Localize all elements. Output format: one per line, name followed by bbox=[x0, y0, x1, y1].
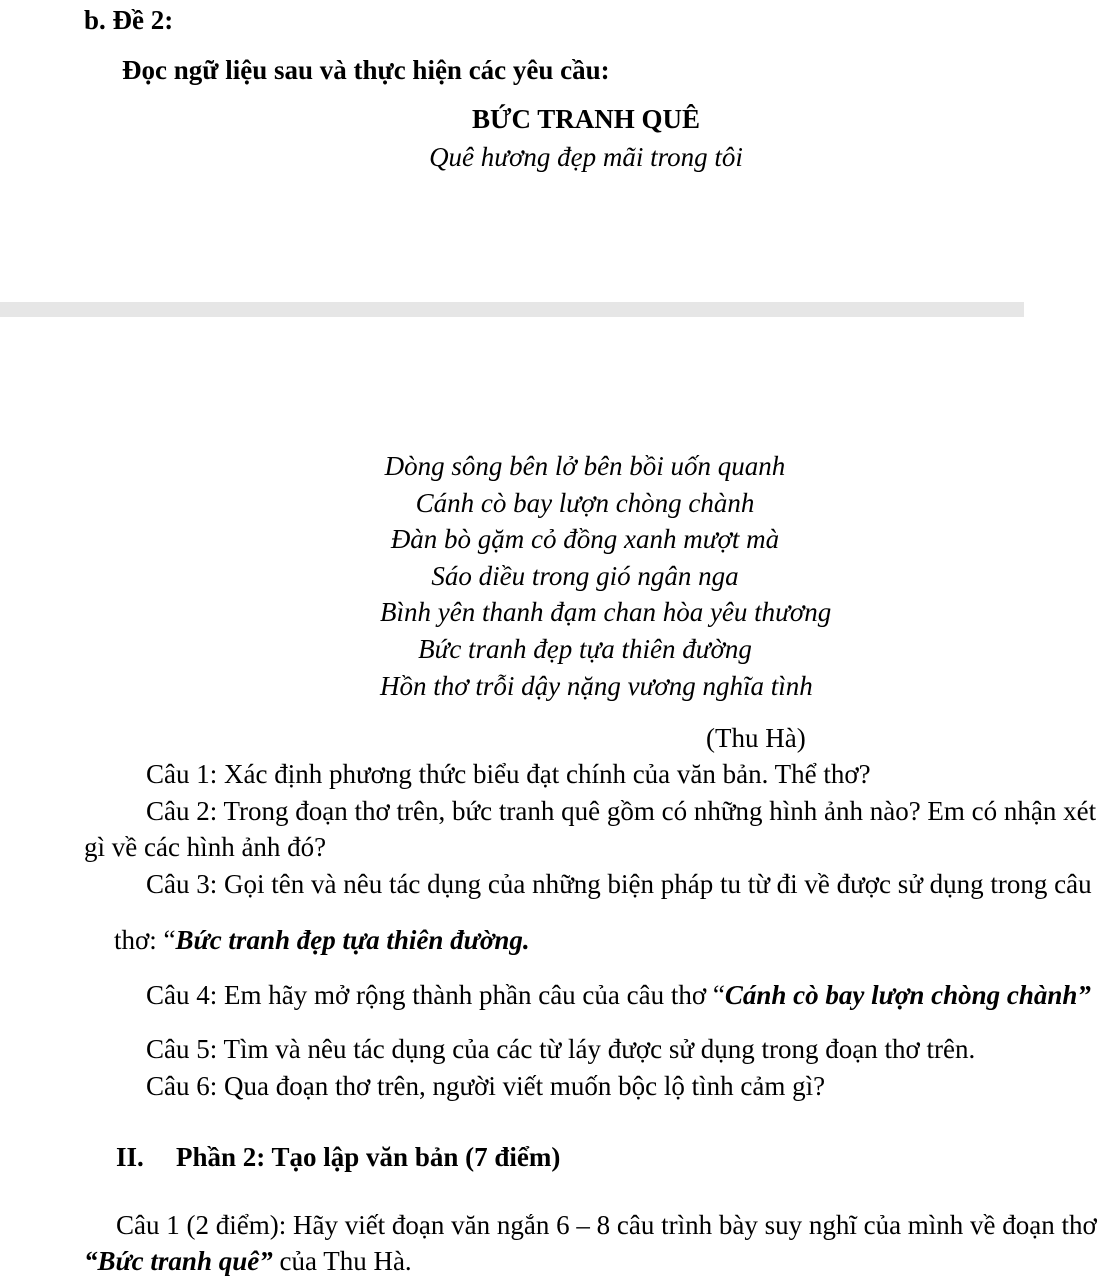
question-5: Câu 5: Tìm và nêu tác dụng của các từ láy được sử dụng trong đoạn thơ trên. bbox=[146, 1034, 976, 1064]
question-3-quote: Bức tranh đẹp tựa thiên đường. bbox=[175, 925, 530, 955]
part-2-quote: “Bức tranh quê” bbox=[84, 1246, 273, 1276]
question-4-prefix: Câu 4: Em hãy mở rộng thành phần câu của câu thơ “ bbox=[146, 980, 725, 1010]
part-2-question-1-line-2 bbox=[84, 1245, 412, 1277]
question-4 bbox=[146, 979, 1091, 1011]
section-label: b. Đề 2: bbox=[84, 5, 174, 35]
question-4-quote: Cánh cò bay lượn chòng chành” bbox=[724, 980, 1091, 1010]
question-6: Câu 6: Qua đoạn thơ trên, người viết muốn bộc lộ tình cảm gì? bbox=[146, 1071, 826, 1101]
part-2-heading: Phần 2: Tạo lập văn bản (7 điểm) bbox=[176, 1142, 561, 1172]
poem-line-6: Bức tranh đẹp tựa thiên đường bbox=[418, 634, 752, 664]
question-2-line-2: gì về các hình ảnh đó? bbox=[84, 832, 327, 862]
poem-author: (Thu Hà) bbox=[706, 723, 806, 753]
question-1: Câu 1: Xác định phương thức biểu đạt chính của văn bản. Thể thơ? bbox=[146, 759, 871, 789]
question-3-line-1: Câu 3: Gọi tên và nêu tác dụng của những biện pháp tu từ đi về được sử dụng trong câu bbox=[146, 869, 1092, 899]
poem-line-7: Hồn thơ trỗi dậy nặng vương nghĩa tình bbox=[380, 671, 813, 701]
question-3-line-2 bbox=[114, 924, 530, 956]
question-2-line-1: Câu 2: Trong đoạn thơ trên, bức tranh quê gồm có những hình ảnh nào? Em có nhận xét bbox=[146, 796, 1097, 826]
part-2-suffix: của Thu Hà. bbox=[272, 1246, 412, 1276]
poem-line-5: Bình yên thanh đạm chan hòa yêu thương bbox=[380, 597, 832, 627]
part-2-numeral: II. bbox=[116, 1142, 144, 1172]
poem-subtitle: Quê hương đẹp mãi trong tôi bbox=[429, 142, 743, 172]
poem-line-2: Cánh cò bay lượn chòng chành bbox=[415, 488, 755, 518]
part-2-question-1-line-1: Câu 1 (2 điểm): Hãy viết đoạn văn ngắn 6 – 8 câu trình bày suy nghĩ của mình về đoạn thơ bbox=[116, 1210, 1097, 1240]
question-3-prefix: thơ: “ bbox=[114, 925, 176, 955]
poem-line-1: Dòng sông bên lở bên bồi uốn quanh bbox=[384, 451, 786, 481]
poem-line-4: Sáo diều trong gió ngân nga bbox=[431, 561, 739, 591]
poem-line-3: Đàn bò gặm cỏ đồng xanh mượt mà bbox=[390, 524, 780, 554]
page-gap-divider bbox=[0, 302, 1024, 317]
poem-title: BỨC TRANH QUÊ bbox=[471, 104, 701, 134]
instruction: Đọc ngữ liệu sau và thực hiện các yêu cầu: bbox=[122, 55, 610, 85]
